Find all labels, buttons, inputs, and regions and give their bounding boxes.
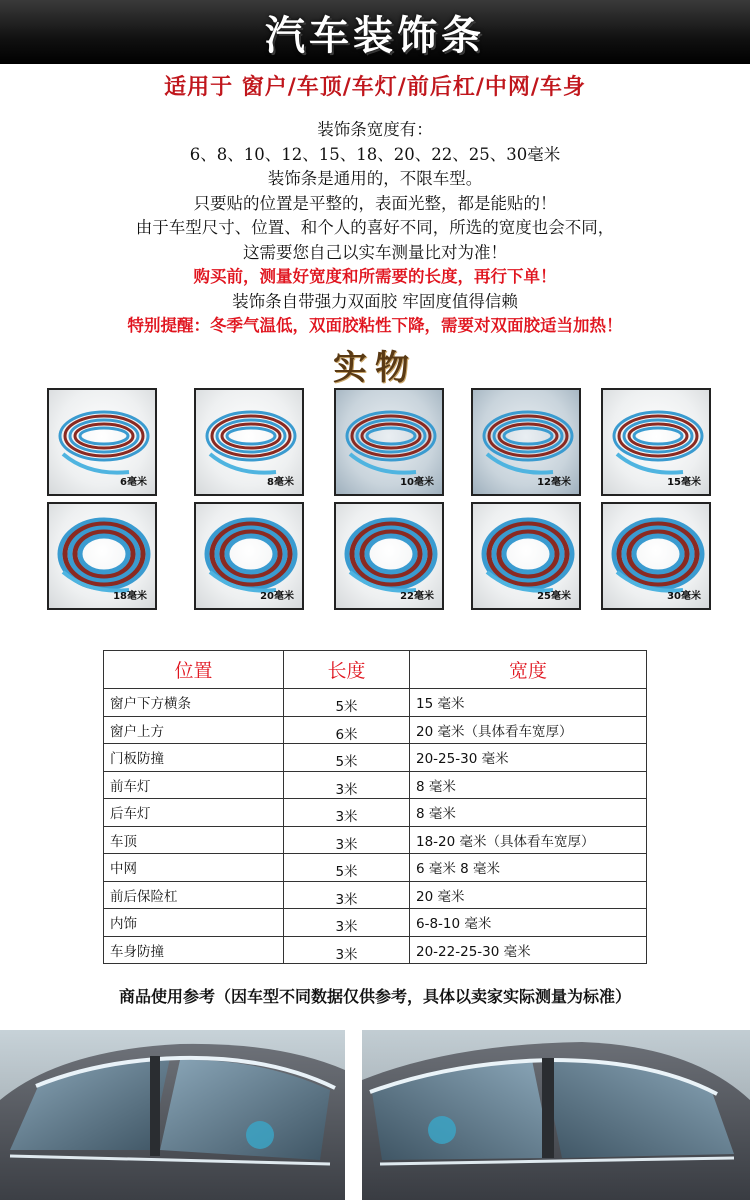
cell-position: 后车灯	[104, 799, 284, 827]
cell-position: 车身防撞	[104, 936, 284, 964]
size-reference-table	[103, 650, 647, 964]
cell-position: 中网	[104, 854, 284, 882]
photo-width-label: 6毫米	[120, 477, 147, 488]
product-photo	[47, 388, 157, 496]
photo-width-label: 12毫米	[537, 477, 571, 488]
table-row	[104, 744, 647, 772]
cell-width: 20 毫米（具体看车宽厚）	[410, 716, 647, 744]
note-line: 只要贴的位置是平整的，表面光整，都是能贴的！	[193, 193, 557, 213]
table-row	[104, 799, 647, 827]
header-position: 位置	[104, 651, 284, 689]
cell-length: 3米	[284, 936, 410, 964]
title-banner	[0, 0, 750, 64]
note-line: 特别提醒：冬季气温低，双面胶粘性下降，需要对双面胶适当加热！	[127, 316, 623, 335]
header-length: 长度	[284, 651, 410, 689]
cell-length: 5米	[284, 689, 410, 717]
table-row	[104, 881, 647, 909]
cell-length: 3米	[284, 799, 410, 827]
usage-reference-note: 商品使用参考（因车型不同数据仅供参考，具体以卖家实际测量为标准）	[118, 987, 631, 1006]
cell-position: 车顶	[104, 826, 284, 854]
product-photo	[194, 502, 304, 610]
car-window-trim-photo-icon	[362, 1030, 750, 1200]
cell-position: 前后保险杠	[104, 881, 284, 909]
product-photo	[601, 502, 711, 610]
car-photo-left	[0, 1030, 345, 1200]
cell-width: 20-25-30 毫米	[410, 744, 647, 772]
page-title: 汽车装饰条	[265, 12, 485, 59]
cell-width: 8 毫米	[410, 771, 647, 799]
product-photo	[601, 388, 711, 496]
table-row	[104, 689, 647, 717]
cell-width: 20 毫米	[410, 881, 647, 909]
cell-length: 5米	[284, 854, 410, 882]
note-line: 装饰条自带强力双面胶 牢固度值得信赖	[232, 291, 518, 311]
header-width: 宽度	[410, 651, 647, 689]
cell-width: 6-8-10 毫米	[410, 909, 647, 937]
photo-width-label: 25毫米	[537, 591, 571, 602]
note-line: 装饰条是通用的，不限车型。	[267, 169, 483, 188]
cell-width: 18-20 毫米（具体看车宽厚）	[410, 826, 647, 854]
product-photo	[471, 502, 581, 610]
cell-width: 15 毫米	[410, 689, 647, 717]
note-line: 6、8、10、12、15、18、20、22、25、30毫米	[189, 144, 561, 164]
note-line: 由于车型尺寸、位置、和个人的喜好不同，所选的宽度也会不同，	[135, 218, 615, 237]
product-photo	[471, 388, 581, 496]
cell-length: 3米	[284, 909, 410, 937]
photo-width-label: 30毫米	[667, 591, 701, 602]
table-row	[104, 771, 647, 799]
cell-width: 6 毫米 8 毫米	[410, 854, 647, 882]
note-line: 装饰条宽度有：	[317, 120, 433, 139]
product-photo	[334, 388, 444, 496]
product-notes	[0, 118, 750, 339]
cell-width: 20-22-25-30 毫米	[410, 936, 647, 964]
table-row	[104, 716, 647, 744]
cell-length: 5米	[284, 744, 410, 772]
photo-width-label: 20毫米	[260, 591, 294, 602]
table-row	[104, 936, 647, 964]
cell-width: 8 毫米	[410, 799, 647, 827]
cell-length: 6米	[284, 716, 410, 744]
cell-position: 窗户下方横条	[104, 689, 284, 717]
product-photo	[334, 502, 444, 610]
cell-length: 3米	[284, 881, 410, 909]
cell-length: 3米	[284, 826, 410, 854]
note-line: 这需要您自己以实车测量比对为准！	[243, 242, 507, 262]
table-row	[104, 826, 647, 854]
cell-position: 窗户上方	[104, 716, 284, 744]
photo-width-label: 8毫米	[267, 477, 294, 488]
photo-width-label: 22毫米	[400, 591, 434, 602]
cell-length: 3米	[284, 771, 410, 799]
table-row	[104, 909, 647, 937]
table-row	[104, 854, 647, 882]
photo-width-label: 18毫米	[113, 591, 147, 602]
car-photo-right	[362, 1030, 750, 1200]
applicable-positions: 适用于 窗户/车顶/车灯/前后杠/中网/车身	[164, 75, 586, 100]
cell-position: 前车灯	[104, 771, 284, 799]
cell-position: 门板防撞	[104, 744, 284, 772]
table-header-row	[104, 651, 647, 689]
product-photo	[47, 502, 157, 610]
car-window-trim-photo-icon	[0, 1030, 345, 1200]
cell-position: 内饰	[104, 909, 284, 937]
product-photo-grid	[0, 388, 750, 623]
photo-width-label: 15毫米	[667, 477, 701, 488]
note-line: 购买前，测量好宽度和所需要的长度，再行下单！	[193, 267, 557, 286]
section-title-real-photos: 实物	[333, 348, 417, 388]
product-photo	[194, 388, 304, 496]
photo-width-label: 10毫米	[400, 477, 434, 488]
